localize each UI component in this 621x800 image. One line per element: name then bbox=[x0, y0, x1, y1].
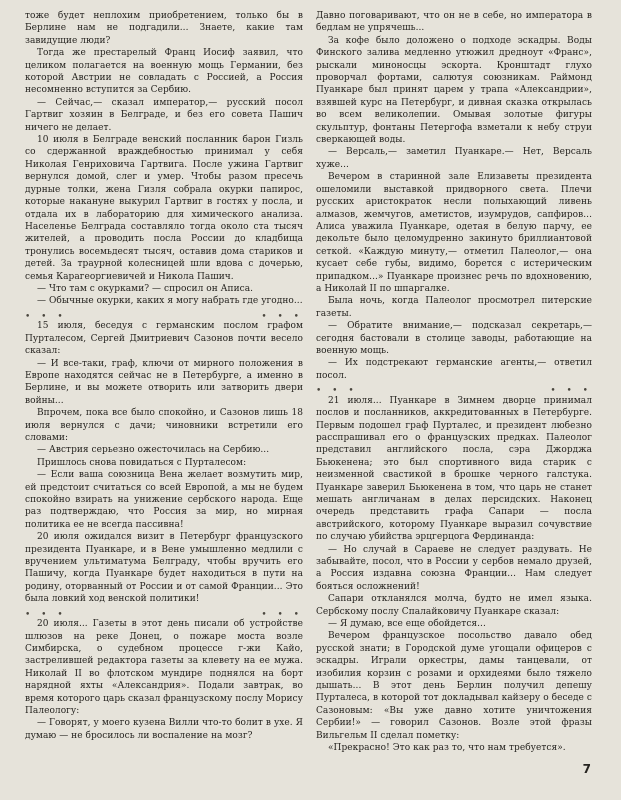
paragraph: — Их подстрекают германские агенты,— ответил посол. bbox=[316, 358, 592, 381]
paragraph: Сапари откланялся молча, будто не имел языка. Сербскому послу Спалайковичу Пуанкаре сказал: bbox=[316, 594, 592, 617]
right-column bbox=[316, 10, 592, 755]
paragraph: — Сейчас,— сказал император,— русский посол Гартвиг хозяин в Белграде, и без его совета Пашич ничего не делает. bbox=[25, 97, 303, 133]
paragraph: — Я думаю, все еще обойдется... bbox=[328, 619, 486, 630]
paragraph: Пришлось снова повидаться с Пурталесом: bbox=[37, 457, 247, 468]
paragraph: — Обычные окурки, каких я могу набрать где угодно... bbox=[37, 296, 303, 307]
paragraph: Тогда же престарелый Франц Иосиф заявил, что целиком полагается на военную мощь Германии, без которой Австрии не совладать с Россией, а Россия несомненно вступится за Сербию. bbox=[25, 48, 303, 96]
paragraph: — Если ваша союзница Вена желает возмутить мир, ей предстоит считаться со всей Европой, а мы не будем спокойно взирать на унижение сербского народа. Еще раз подтверждаю, что Россия за мир, но мирная политика ее не всегда пассивна! bbox=[25, 470, 303, 530]
paragraph: 20 июля... Газеты в этот день писали об устройстве шлюзов на реке Донец, о пожаре моста возле Симбирска, о судебном процессе г-жи Кайо, застрелившей редактора газеты за клевету на ее мужа. Николай II во флотском мундире поднялся на борт нарядной яхты «Александрия». Подали завтрак, во время которого царь сказал французскому послу Морису Палеологу: bbox=[25, 619, 303, 717]
section-divider: • • • • • • bbox=[25, 311, 303, 322]
paragraph: Впрочем, пока все было спокойно, и Сазонов лишь 18 июля вернулся с дачи; чиновники встретили его словами: bbox=[25, 408, 303, 443]
paragraph: За кофе было доложено о подходе эскадры. Воды Финского залива медленно утюжил дредноут «Франс», рыскали миноносцы эскорта. Кронштадт глухо проворчал фортами, салютуя союзникам. Раймонд Пуанкаре был принят царем у трапа «Александрии», взявшей курс на Петербург, и дивная сказка открылась во всем великолепии. Омывая золотые фигуры скульптур, фонтаны Петергофа взметали к небу струи сверкающей воды. bbox=[316, 35, 592, 146]
paragraph: «Прекрасно! Это как раз то, что нам требуется». bbox=[328, 743, 566, 754]
paragraph: 21 июля... Пуанкаре в Зимнем дворце принимал послов и посланников, аккредитованных в Петербурге. Первым подошел граф Пурталес, и президент любезно расспрашивал его о французских предках. Палеолог представил английского посла, сэра Джорджа Бьюкенена; это был спортивного вида старик с неизменной свастикой в брошке черного галстука. Пуанкаре заверил Бьюкенена в том, что царь не станет мешать англичанам в делах персидских. Наконец очередь представить графа Сапари — посла австрийского, которому Пуанкаре выразил сочувствие по случаю убийства эрцгерцога Фердинанда: bbox=[316, 395, 592, 543]
paragraph: — Что там с окурками? — спросил он Аписа. bbox=[37, 283, 254, 294]
left-column bbox=[25, 10, 303, 742]
section-divider: • • • • • • bbox=[25, 609, 303, 620]
paragraph: — Версаль,— заметил Пуанкаре.— Нет, Версаль хуже... bbox=[316, 147, 592, 170]
paragraph: Давно поговаривают, что он не в себе, но императора в бедлам не упрячешь... bbox=[316, 11, 592, 34]
section-divider: • • • • • • bbox=[316, 386, 592, 397]
paragraph: Вечером в старинной зале Елизаветы президента ошеломили выставкой придворного света. Плечи русских аристократок несли полыхающий ливень алмазов, жемчугов, аметистов, изумрудов, сапфиров... Алиса уважила Пуанкаре, одетая в белую парчу, ее декольте было целомудренно закинуто бриллиантовой сеткой. «Каждую минуту,— отметил Палеолог,— она кусает себе губы, видимо, борется с истерическим припадком...» Пуанкаре произнес речь по вдохновению, а Николай II по шпаргалке. bbox=[316, 172, 592, 294]
paragraph: — Говорят, у моего кузена Вилли что-то болит в ухе. Я думаю — не бросилось ли воспаление на мозг? bbox=[25, 718, 303, 741]
paragraph: Вечером французское посольство давало обед русской знати; в Городской думе угощали офицеров с эскадры. Играли оркестры, дамы танцевали, от изобилия корзин с розами и орхидеями было тяжело дышать... В этот день Берлин получил депешу Пурталеса, в которой тот докладывал кайзеру о беседе с Сазоновым: «Вы уже давно хотите уничтожения Сербии!» — говорил Сазонов. Возле этой фразы Вильгельм II сделал пометку: bbox=[316, 631, 592, 741]
paragraph: — Австрия серьезно ожесточилась на Сербию... bbox=[37, 445, 270, 456]
paragraph: 15 июля, беседуя с германским послом графом Пурталесом, Сергей Дмитриевич Сазонов почти весело сказал: bbox=[25, 321, 303, 357]
paragraph: Была ночь, когда Палеолог просмотрел питерские газеты. bbox=[316, 296, 592, 319]
paragraph: — Обратите внимание,— подсказал секретарь,— сегодня бастовали в столице заводы, работающие на военную мощь. bbox=[316, 321, 592, 356]
paragraph: 20 июля ожидался визит в Петербург французского президента Пуанкаре, и в Вене умышленно медлили с вручением ультиматума Белграду, чтобы вручить его Пашичу, когда Пуанкаре будет находиться в пути на родину, оторванный от России и от самой Франции... Это была ловкий ход венской политики! bbox=[25, 532, 303, 605]
paragraph: — И все-таки, граф, ключи от мирного положения в Европе находятся сейчас не в Петербурге, а именно в Берлине, и вы можете отворить или затворить двери войны... bbox=[25, 358, 303, 406]
paragraph: 10 июля в Белграде венский посланник барон Гизль со сдержанной враждебностью принимал у себя Николая Генриховича Гартвига. После ужина Гартвиг вернулся домой, слег и умер. Чтобы разом пресечь дурные толки, жена Гизля собрала окурки папирос, которые накануне выкурил Гартвиг в гостях у посла, и отдала их в лабораторию для химического анализа. Населенье Белграда составляло тогда около ста тысяч жителей, а проводить посла России до кладбища тронулись восемьдесят тысяч, оставив дома стариков и детей. За траурной колесницей шли вдова с дочерью, семья Карагеоргиевичей и Никола Пашич. bbox=[25, 135, 303, 282]
page-number: 7 bbox=[582, 762, 591, 776]
paragraph: тоже будет неплохим приобретением, только бы в Берлине нам не подгадили... Знаете, какие там завидущие люди? bbox=[25, 11, 303, 46]
paragraph: — Но случай в Сараеве не следует раздувать. Не забывайте, посол, что в России у сербов немало друзей, а Россия издавна союзна Франции... Нам следует бояться осложнений! bbox=[316, 544, 592, 592]
